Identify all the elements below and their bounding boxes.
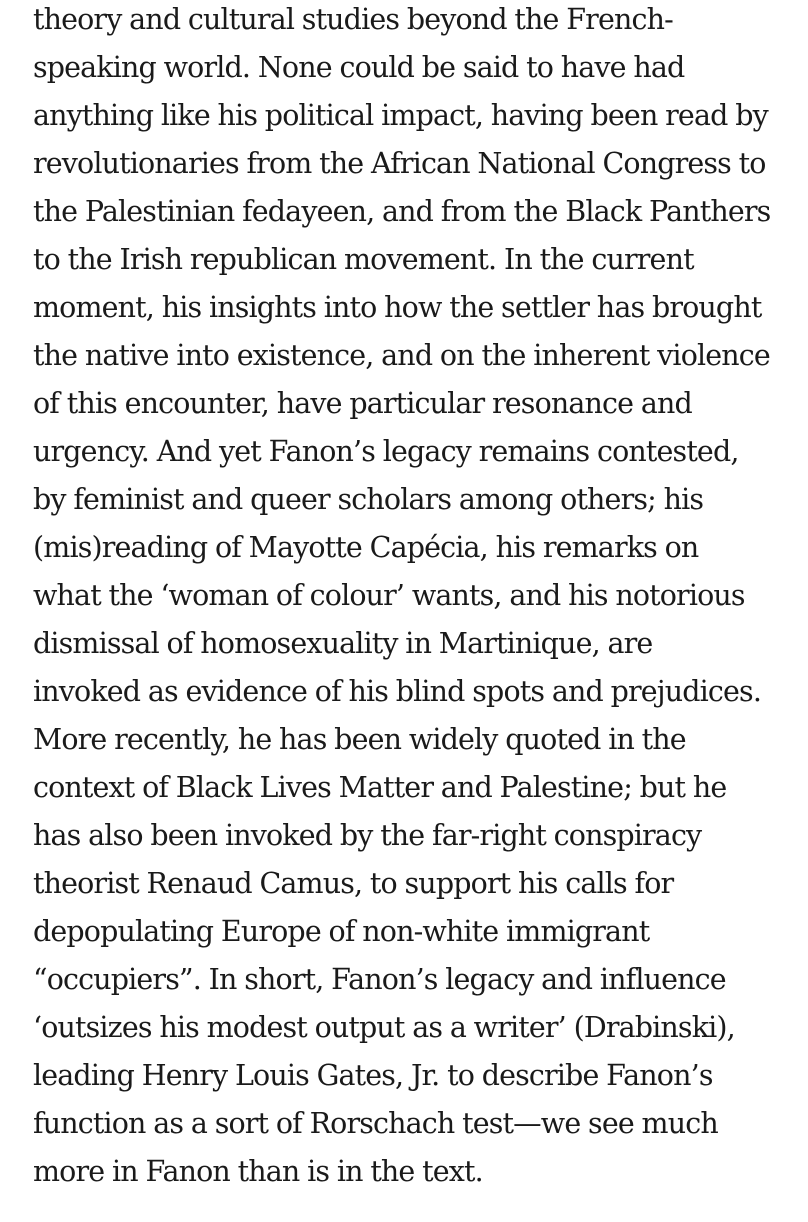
text-line: “occupiers”. In short, Fanon’s legacy and influence: [33, 963, 726, 996]
text-line: more in Fanon than is in the text.: [33, 1155, 483, 1188]
text-line: (mis)reading of Mayotte Capécia, his remarks on: [33, 531, 699, 564]
article-paragraph: [33, 0, 800, 1196]
text-line: the native into existence, and on the inherent violence: [33, 339, 770, 372]
text-line: anything like his political impact, having been read by: [33, 99, 768, 132]
text-line: urgency. And yet Fanon’s legacy remains contested,: [33, 435, 739, 468]
text-line: context of Black Lives Matter and Palestine; but he: [33, 771, 727, 804]
text-line: of this encounter, have particular resonance and: [33, 387, 692, 420]
text-line: theory and cultural studies beyond the French-: [33, 3, 673, 36]
text-line: theorist Renaud Camus, to support his calls for: [33, 867, 674, 900]
text-line: depopulating Europe of non-white immigrant: [33, 915, 650, 948]
text-line: leading Henry Louis Gates, Jr. to describe Fanon’s: [33, 1059, 713, 1092]
text-line: revolutionaries from the African National Congress to: [33, 147, 766, 180]
text-line: to the Irish republican movement. In the current: [33, 243, 694, 276]
text-line: by feminist and queer scholars among others; his: [33, 483, 704, 516]
text-line: function as a sort of Rorschach test—we see much: [33, 1107, 718, 1140]
text-line: invoked as evidence of his blind spots and prejudices.: [33, 675, 762, 708]
text-line: speaking world. None could be said to have had: [33, 51, 685, 84]
text-line: dismissal of homosexuality in Martinique, are: [33, 627, 653, 660]
text-line: the Palestinian fedayeen, and from the Black Panthers: [33, 195, 771, 228]
text-line: moment, his insights into how the settler has brought: [33, 291, 762, 324]
text-line: ‘outsizes his modest output as a writer’ (Drabinski),: [33, 1011, 735, 1044]
text-line: has also been invoked by the far-right conspiracy: [33, 819, 702, 852]
text-line: More recently, he has been widely quoted in the: [33, 723, 686, 756]
text-line: what the ‘woman of colour’ wants, and his notorious: [33, 579, 745, 612]
